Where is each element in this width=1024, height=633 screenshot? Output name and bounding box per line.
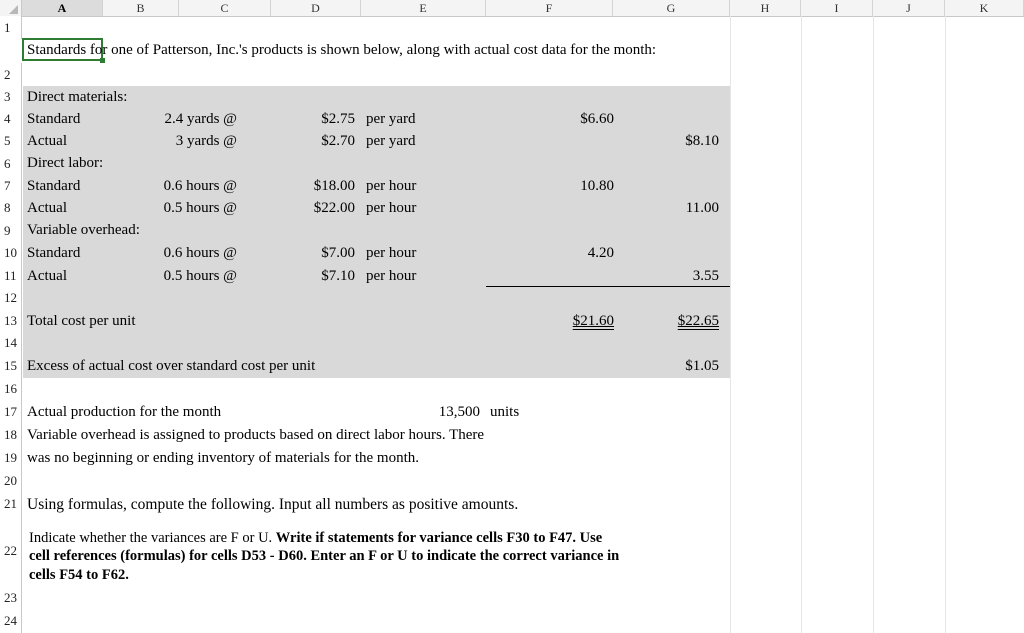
cell-d10: $7.00 — [321, 245, 355, 261]
row-header-13[interactable]: 13 — [0, 309, 22, 332]
cell-a15: Excess of actual cost over standard cost per unit — [27, 358, 316, 374]
cell-g15: $1.05 — [685, 358, 719, 374]
cell-a22-line3: cells F54 to F62. — [29, 567, 129, 583]
cell-g11: 3.55 — [692, 268, 719, 284]
column-header-g[interactable]: G — [613, 0, 730, 16]
cell-a7: Standard — [27, 178, 81, 194]
row-header-10[interactable]: 10 — [0, 242, 22, 264]
cell-a5: Actual — [27, 133, 67, 149]
cell-d11: $7.10 — [321, 268, 355, 284]
cell-e10: per hour — [366, 245, 417, 261]
column-header-j[interactable]: J — [873, 0, 945, 16]
column-header-c[interactable]: C — [179, 0, 271, 16]
row-header-22[interactable]: 22 — [0, 516, 22, 586]
select-all-corner[interactable] — [0, 0, 22, 16]
gridline — [945, 16, 946, 633]
row-header-16[interactable]: 16 — [0, 377, 22, 400]
column-header-d[interactable]: D — [271, 0, 361, 16]
column-header-e[interactable]: E — [361, 0, 486, 16]
instruction-bold-1: Write if statements for variance cells F30 to F47. Use — [275, 530, 603, 546]
cell-b5: 3 yards @ — [175, 133, 237, 149]
column-header-b[interactable]: B — [103, 0, 179, 16]
cell-a8: Actual — [27, 200, 67, 216]
row-header-7[interactable]: 7 — [0, 175, 22, 197]
row-header-2[interactable]: 2 — [0, 63, 22, 86]
cell-e11: per hour — [366, 268, 417, 284]
cell-f10: 4.20 — [587, 245, 614, 261]
cell-d5: $2.70 — [321, 133, 355, 149]
cell-e5: per yard — [366, 133, 416, 149]
cell-d8: $22.00 — [313, 200, 355, 216]
gridline — [801, 16, 802, 633]
cell-a17: Actual production for the month — [27, 404, 222, 420]
instruction-normal: Indicate whether the variances are F or U. — [29, 530, 276, 546]
row-header-3[interactable]: 3 — [0, 86, 22, 108]
row-header-6[interactable]: 6 — [0, 152, 22, 175]
row-header-4[interactable]: 4 — [0, 108, 22, 130]
column-header-h[interactable]: H — [730, 0, 801, 16]
cell-e4: per yard — [366, 111, 416, 127]
cell-a18-text: Variable overhead is assigned to products based on direct labor hours. There — [27, 427, 485, 443]
column-header-i[interactable]: I — [801, 0, 873, 16]
cell-f13-total-standard: $21.60 — [572, 313, 614, 329]
cell-a22-line1 — [29, 529, 602, 547]
cell-a1-text: Standards for one of Patterson, Inc.'s products is shown below, along with actual cost data for the month: — [27, 42, 657, 58]
row-header-21[interactable]: 21 — [0, 492, 22, 516]
row-header-15[interactable]: 15 — [0, 354, 22, 377]
cell-a11: Actual — [27, 268, 67, 284]
cell-f7: 10.80 — [580, 178, 614, 194]
cell-e17: units — [490, 404, 520, 420]
cell-a22-line2: cell references (formulas) for cells D53 - D60. Enter an F or U to indicate the correct variance in — [29, 548, 620, 564]
cell-a21-instructions: Using formulas, compute the following. Input all numbers as positive amounts. — [27, 496, 519, 513]
cell-b7: 0.6 hours @ — [163, 178, 237, 194]
cell-b10: 0.6 hours @ — [163, 245, 237, 261]
gridline — [730, 16, 731, 633]
cell-e8: per hour — [366, 200, 417, 216]
row-header-11[interactable]: 11 — [0, 264, 22, 287]
cell-a6-text: Direct labor: — [27, 155, 104, 171]
cell-b4: 2.4 yards @ — [164, 111, 237, 127]
row-header-12[interactable]: 12 — [0, 287, 22, 309]
cell-e7: per hour — [366, 178, 417, 194]
row-header-19[interactable]: 19 — [0, 446, 22, 469]
row-header-9[interactable]: 9 — [0, 219, 22, 242]
cell-a10: Standard — [27, 245, 81, 261]
row-header-18[interactable]: 18 — [0, 423, 22, 446]
row-header-8[interactable]: 8 — [0, 197, 22, 219]
row-header-5[interactable]: 5 — [0, 130, 22, 152]
cell-d7: $18.00 — [313, 178, 355, 194]
cell-g13-total-actual: $22.65 — [677, 313, 719, 329]
cell-b11: 0.5 hours @ — [163, 268, 237, 284]
cell-a9-text: Variable overhead: — [27, 222, 140, 238]
cell-a3-text: Direct materials: — [27, 89, 128, 105]
cell-a13: Total cost per unit — [27, 313, 136, 329]
cell-a4: Standard — [27, 111, 81, 127]
row-header-17[interactable]: 17 — [0, 400, 22, 423]
cell-g5: $8.10 — [685, 133, 719, 149]
column-header-bar — [0, 0, 1024, 17]
row-header-23[interactable]: 23 — [0, 586, 22, 609]
cell-g8: 11.00 — [685, 200, 719, 216]
cell-a19-text: was no beginning or ending inventory of materials for the month. — [27, 450, 419, 466]
cell-d17: 13,500 — [438, 404, 480, 420]
row-header-14[interactable]: 14 — [0, 332, 22, 354]
gridline — [873, 16, 874, 633]
cell-d4: $2.75 — [321, 111, 355, 127]
column-header-f[interactable]: F — [486, 0, 613, 16]
row-header-1[interactable]: 1 — [0, 16, 22, 39]
row-header-20[interactable]: 20 — [0, 469, 22, 492]
row-header-24[interactable]: 24 — [0, 609, 22, 633]
cell-b8: 0.5 hours @ — [163, 200, 237, 216]
cell-f4: $6.60 — [580, 111, 614, 127]
column-header-a[interactable]: A — [22, 0, 103, 16]
sum-underline — [486, 286, 730, 287]
column-header-k[interactable]: K — [945, 0, 1024, 16]
